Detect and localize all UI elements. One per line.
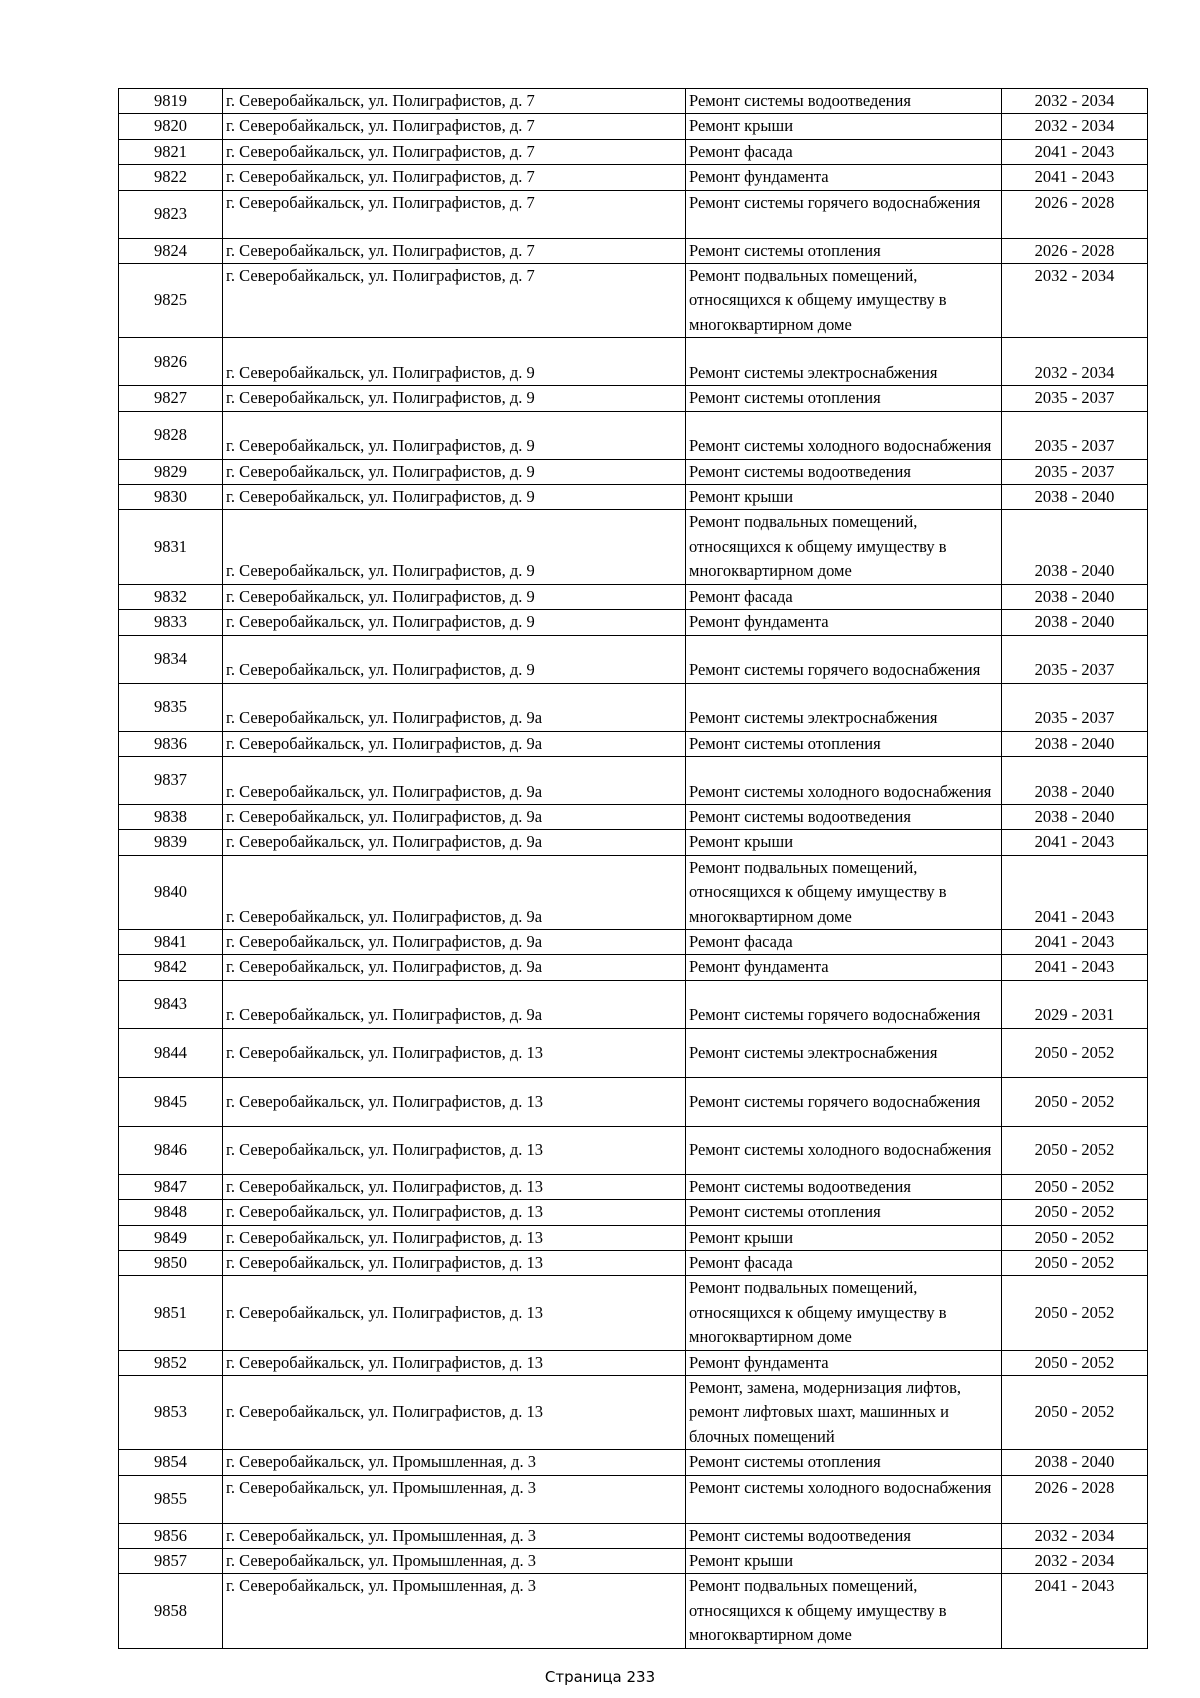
work-type-cell: Ремонт системы электроснабжения	[686, 683, 1002, 731]
address-cell: г. Северобайкальск, ул. Полиграфистов, д. 9	[223, 485, 686, 510]
years-cell: 2041 - 2043	[1002, 165, 1148, 190]
years-cell: 2041 - 2043	[1002, 1574, 1148, 1648]
table-row	[119, 338, 1148, 386]
work-type-cell: Ремонт системы водоотведения	[686, 1174, 1002, 1199]
table-row	[119, 485, 1148, 510]
years-cell: 2041 - 2043	[1002, 855, 1148, 929]
years-cell: 2038 - 2040	[1002, 1450, 1148, 1475]
table-row	[119, 1276, 1148, 1350]
years-cell: 2026 - 2028	[1002, 190, 1148, 238]
years-cell: 2050 - 2052	[1002, 1376, 1148, 1450]
row-number-cell: 9838	[119, 804, 223, 829]
years-cell: 2026 - 2028	[1002, 238, 1148, 263]
table-row	[119, 1475, 1148, 1523]
work-type-cell: Ремонт системы горячего водоснабжения	[686, 1077, 1002, 1126]
table-row	[119, 190, 1148, 238]
table-row	[119, 1523, 1148, 1548]
table-row	[119, 264, 1148, 338]
table-row	[119, 1350, 1148, 1375]
years-cell: 2038 - 2040	[1002, 510, 1148, 584]
table-row	[119, 411, 1148, 459]
table-row	[119, 610, 1148, 635]
row-number-cell: 9837	[119, 756, 223, 804]
row-number-cell: 9823	[119, 190, 223, 238]
row-number-cell: 9826	[119, 338, 223, 386]
address-cell: г. Северобайкальск, ул. Полиграфистов, д. 9	[223, 610, 686, 635]
row-number-cell: 9840	[119, 855, 223, 929]
row-number-cell: 9829	[119, 459, 223, 484]
work-type-cell: Ремонт крыши	[686, 830, 1002, 855]
table-row	[119, 1174, 1148, 1199]
work-type-cell: Ремонт системы отопления	[686, 1200, 1002, 1225]
row-number-cell: 9825	[119, 264, 223, 338]
work-type-cell: Ремонт системы холодного водоснабжения	[686, 1126, 1002, 1174]
row-number-cell: 9828	[119, 411, 223, 459]
years-cell: 2035 - 2037	[1002, 683, 1148, 731]
years-cell: 2041 - 2043	[1002, 139, 1148, 164]
years-cell: 2050 - 2052	[1002, 1250, 1148, 1275]
years-cell: 2032 - 2034	[1002, 264, 1148, 338]
work-type-cell: Ремонт подвальных помещений, относящихся к общему имуществу в многоквартирном доме	[686, 264, 1002, 338]
row-number-cell: 9831	[119, 510, 223, 584]
address-cell: г. Северобайкальск, ул. Полиграфистов, д. 9а	[223, 683, 686, 731]
repair-schedule-table	[118, 88, 1148, 1649]
years-cell: 2032 - 2034	[1002, 1523, 1148, 1548]
address-cell: г. Северобайкальск, ул. Промышленная, д. 3	[223, 1549, 686, 1574]
address-cell: г. Северобайкальск, ул. Полиграфистов, д. 9	[223, 459, 686, 484]
years-cell: 2050 - 2052	[1002, 1225, 1148, 1250]
years-cell: 2035 - 2037	[1002, 386, 1148, 411]
table-row	[119, 89, 1148, 114]
work-type-cell: Ремонт системы отопления	[686, 731, 1002, 756]
work-type-cell: Ремонт, замена, модернизация лифтов, ремонт лифтовых шахт, машинных и блочных помещений	[686, 1376, 1002, 1450]
address-cell: г. Северобайкальск, ул. Полиграфистов, д. 7	[223, 264, 686, 338]
row-number-cell: 9822	[119, 165, 223, 190]
address-cell: г. Северобайкальск, ул. Полиграфистов, д. 9а	[223, 804, 686, 829]
table-row	[119, 1376, 1148, 1450]
row-number-cell: 9834	[119, 635, 223, 683]
address-cell: г. Северобайкальск, ул. Полиграфистов, д. 13	[223, 1250, 686, 1275]
address-cell: г. Северобайкальск, ул. Промышленная, д. 3	[223, 1574, 686, 1648]
address-cell: г. Северобайкальск, ул. Полиграфистов, д. 13	[223, 1200, 686, 1225]
row-number-cell: 9841	[119, 929, 223, 954]
address-cell: г. Северобайкальск, ул. Полиграфистов, д. 7	[223, 89, 686, 114]
table-row	[119, 1225, 1148, 1250]
years-cell: 2035 - 2037	[1002, 635, 1148, 683]
table-row	[119, 114, 1148, 139]
address-cell: г. Северобайкальск, ул. Полиграфистов, д. 13	[223, 1126, 686, 1174]
years-cell: 2032 - 2034	[1002, 1549, 1148, 1574]
address-cell: г. Северобайкальск, ул. Полиграфистов, д. 13	[223, 1174, 686, 1199]
table-row	[119, 1574, 1148, 1648]
years-cell: 2026 - 2028	[1002, 1475, 1148, 1523]
row-number-cell: 9824	[119, 238, 223, 263]
work-type-cell: Ремонт подвальных помещений, относящихся к общему имуществу в многоквартирном доме	[686, 1276, 1002, 1350]
years-cell: 2038 - 2040	[1002, 584, 1148, 609]
address-cell: г. Северобайкальск, ул. Полиграфистов, д. 9	[223, 411, 686, 459]
address-cell: г. Северобайкальск, ул. Полиграфистов, д. 9	[223, 510, 686, 584]
address-cell: г. Северобайкальск, ул. Полиграфистов, д. 13	[223, 1028, 686, 1077]
work-type-cell: Ремонт системы водоотведения	[686, 804, 1002, 829]
work-type-cell: Ремонт системы горячего водоснабжения	[686, 980, 1002, 1028]
row-number-cell: 9842	[119, 955, 223, 980]
table-row	[119, 635, 1148, 683]
address-cell: г. Северобайкальск, ул. Промышленная, д. 3	[223, 1450, 686, 1475]
address-cell: г. Северобайкальск, ул. Полиграфистов, д. 9	[223, 584, 686, 609]
table-row	[119, 510, 1148, 584]
address-cell: г. Северобайкальск, ул. Полиграфистов, д. 9	[223, 386, 686, 411]
page-number: Страница 233	[544, 1668, 656, 1686]
row-number-cell: 9846	[119, 1126, 223, 1174]
work-type-cell: Ремонт системы отопления	[686, 238, 1002, 263]
work-type-cell: Ремонт крыши	[686, 1225, 1002, 1250]
address-cell: г. Северобайкальск, ул. Полиграфистов, д. 7	[223, 165, 686, 190]
table-row	[119, 1549, 1148, 1574]
address-cell: г. Северобайкальск, ул. Полиграфистов, д. 9а	[223, 731, 686, 756]
work-type-cell: Ремонт системы горячего водоснабжения	[686, 190, 1002, 238]
table-row	[119, 855, 1148, 929]
table-row	[119, 584, 1148, 609]
years-cell: 2038 - 2040	[1002, 756, 1148, 804]
years-cell: 2029 - 2031	[1002, 980, 1148, 1028]
work-type-cell: Ремонт системы холодного водоснабжения	[686, 1475, 1002, 1523]
row-number-cell: 9855	[119, 1475, 223, 1523]
years-cell: 2032 - 2034	[1002, 114, 1148, 139]
row-number-cell: 9833	[119, 610, 223, 635]
address-cell: г. Северобайкальск, ул. Полиграфистов, д. 9а	[223, 929, 686, 954]
address-cell: г. Северобайкальск, ул. Полиграфистов, д. 13	[223, 1225, 686, 1250]
row-number-cell: 9854	[119, 1450, 223, 1475]
table-row	[119, 1077, 1148, 1126]
row-number-cell: 9819	[119, 89, 223, 114]
row-number-cell: 9839	[119, 830, 223, 855]
table-row	[119, 1250, 1148, 1275]
work-type-cell: Ремонт системы водоотведения	[686, 459, 1002, 484]
table-body	[119, 89, 1148, 1649]
address-cell: г. Северобайкальск, ул. Полиграфистов, д. 7	[223, 139, 686, 164]
row-number-cell: 9850	[119, 1250, 223, 1275]
years-cell: 2035 - 2037	[1002, 459, 1148, 484]
row-number-cell: 9857	[119, 1549, 223, 1574]
address-cell: г. Северобайкальск, ул. Полиграфистов, д. 9а	[223, 756, 686, 804]
row-number-cell: 9852	[119, 1350, 223, 1375]
address-cell: г. Северобайкальск, ул. Промышленная, д. 3	[223, 1523, 686, 1548]
address-cell: г. Северобайкальск, ул. Полиграфистов, д. 7	[223, 114, 686, 139]
years-cell: 2032 - 2034	[1002, 89, 1148, 114]
row-number-cell: 9848	[119, 1200, 223, 1225]
work-type-cell: Ремонт системы отопления	[686, 386, 1002, 411]
table-row	[119, 955, 1148, 980]
row-number-cell: 9853	[119, 1376, 223, 1450]
table-row	[119, 1200, 1148, 1225]
work-type-cell: Ремонт крыши	[686, 485, 1002, 510]
years-cell: 2050 - 2052	[1002, 1028, 1148, 1077]
years-cell: 2050 - 2052	[1002, 1077, 1148, 1126]
address-cell: г. Северобайкальск, ул. Полиграфистов, д. 13	[223, 1376, 686, 1450]
years-cell: 2041 - 2043	[1002, 830, 1148, 855]
row-number-cell: 9856	[119, 1523, 223, 1548]
work-type-cell: Ремонт системы электроснабжения	[686, 1028, 1002, 1077]
work-type-cell: Ремонт системы водоотведения	[686, 89, 1002, 114]
work-type-cell: Ремонт фундамента	[686, 165, 1002, 190]
years-cell: 2041 - 2043	[1002, 955, 1148, 980]
row-number-cell: 9830	[119, 485, 223, 510]
table-row	[119, 683, 1148, 731]
row-number-cell: 9820	[119, 114, 223, 139]
row-number-cell: 9836	[119, 731, 223, 756]
row-number-cell: 9845	[119, 1077, 223, 1126]
years-cell: 2050 - 2052	[1002, 1200, 1148, 1225]
address-cell: г. Северобайкальск, ул. Полиграфистов, д. 9а	[223, 955, 686, 980]
row-number-cell: 9821	[119, 139, 223, 164]
work-type-cell: Ремонт системы электроснабжения	[686, 338, 1002, 386]
years-cell: 2038 - 2040	[1002, 610, 1148, 635]
address-cell: г. Северобайкальск, ул. Полиграфистов, д. 9а	[223, 830, 686, 855]
table-row	[119, 804, 1148, 829]
address-cell: г. Северобайкальск, ул. Полиграфистов, д. 13	[223, 1077, 686, 1126]
row-number-cell: 9844	[119, 1028, 223, 1077]
address-cell: г. Северобайкальск, ул. Полиграфистов, д. 7	[223, 190, 686, 238]
row-number-cell: 9858	[119, 1574, 223, 1648]
address-cell: г. Северобайкальск, ул. Полиграфистов, д. 9	[223, 338, 686, 386]
row-number-cell: 9835	[119, 683, 223, 731]
table-row	[119, 756, 1148, 804]
address-cell: г. Северобайкальск, ул. Полиграфистов, д. 13	[223, 1276, 686, 1350]
address-cell: г. Северобайкальск, ул. Полиграфистов, д. 9	[223, 635, 686, 683]
years-cell: 2032 - 2034	[1002, 338, 1148, 386]
table-row	[119, 459, 1148, 484]
work-type-cell: Ремонт фундамента	[686, 1350, 1002, 1375]
work-type-cell: Ремонт подвальных помещений, относящихся к общему имуществу в многоквартирном доме	[686, 510, 1002, 584]
table-row	[119, 139, 1148, 164]
work-type-cell: Ремонт подвальных помещений, относящихся к общему имуществу в многоквартирном доме	[686, 855, 1002, 929]
table-row	[119, 980, 1148, 1028]
work-type-cell: Ремонт фасада	[686, 584, 1002, 609]
table-row	[119, 830, 1148, 855]
years-cell: 2050 - 2052	[1002, 1174, 1148, 1199]
years-cell: 2038 - 2040	[1002, 485, 1148, 510]
years-cell: 2038 - 2040	[1002, 804, 1148, 829]
work-type-cell: Ремонт системы отопления	[686, 1450, 1002, 1475]
years-cell: 2041 - 2043	[1002, 929, 1148, 954]
table-row	[119, 238, 1148, 263]
row-number-cell: 9849	[119, 1225, 223, 1250]
table-row	[119, 929, 1148, 954]
row-number-cell: 9832	[119, 584, 223, 609]
work-type-cell: Ремонт крыши	[686, 1549, 1002, 1574]
table-row	[119, 1450, 1148, 1475]
years-cell: 2035 - 2037	[1002, 411, 1148, 459]
years-cell: 2050 - 2052	[1002, 1276, 1148, 1350]
row-number-cell: 9843	[119, 980, 223, 1028]
table-row	[119, 165, 1148, 190]
years-cell: 2050 - 2052	[1002, 1350, 1148, 1375]
table-row	[119, 1028, 1148, 1077]
work-type-cell: Ремонт системы горячего водоснабжения	[686, 635, 1002, 683]
work-type-cell: Ремонт фундамента	[686, 955, 1002, 980]
address-cell: г. Северобайкальск, ул. Полиграфистов, д. 9а	[223, 980, 686, 1028]
work-type-cell: Ремонт системы водоотведения	[686, 1523, 1002, 1548]
work-type-cell: Ремонт фундамента	[686, 610, 1002, 635]
work-type-cell: Ремонт фасада	[686, 1250, 1002, 1275]
work-type-cell: Ремонт системы холодного водоснабжения	[686, 411, 1002, 459]
work-type-cell: Ремонт подвальных помещений, относящихся к общему имуществу в многоквартирном доме	[686, 1574, 1002, 1648]
row-number-cell: 9847	[119, 1174, 223, 1199]
address-cell: г. Северобайкальск, ул. Полиграфистов, д. 9а	[223, 855, 686, 929]
row-number-cell: 9827	[119, 386, 223, 411]
table-row	[119, 1126, 1148, 1174]
work-type-cell: Ремонт системы холодного водоснабжения	[686, 756, 1002, 804]
row-number-cell: 9851	[119, 1276, 223, 1350]
work-type-cell: Ремонт фасада	[686, 139, 1002, 164]
table-row	[119, 386, 1148, 411]
years-cell: 2050 - 2052	[1002, 1126, 1148, 1174]
work-type-cell: Ремонт крыши	[686, 114, 1002, 139]
years-cell: 2038 - 2040	[1002, 731, 1148, 756]
address-cell: г. Северобайкальск, ул. Промышленная, д. 3	[223, 1475, 686, 1523]
address-cell: г. Северобайкальск, ул. Полиграфистов, д. 7	[223, 238, 686, 263]
work-type-cell: Ремонт фасада	[686, 929, 1002, 954]
address-cell: г. Северобайкальск, ул. Полиграфистов, д. 13	[223, 1350, 686, 1375]
table-row	[119, 731, 1148, 756]
